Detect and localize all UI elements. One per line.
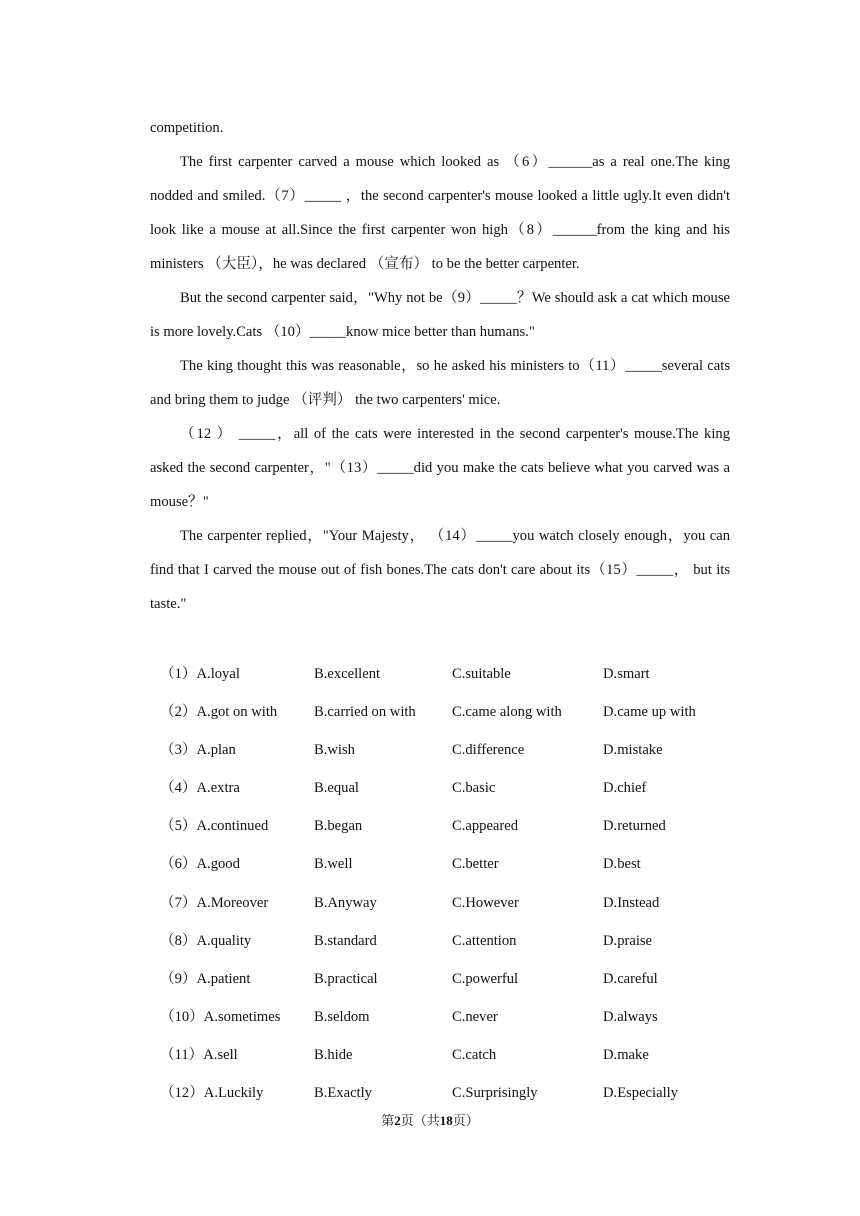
option-a-text: A.good xyxy=(196,856,240,873)
option-a-text: A.Moreover xyxy=(196,894,269,911)
option-row xyxy=(160,1074,760,1112)
question-number: （10） xyxy=(160,1008,204,1025)
option-b: B.excellent xyxy=(314,666,381,682)
option-a xyxy=(160,693,314,731)
option-a-text: A.patient xyxy=(196,970,251,987)
footer-middle: 页（共 xyxy=(400,1113,440,1128)
option-a xyxy=(160,1074,314,1112)
option-a xyxy=(160,807,314,845)
question-number: （5） xyxy=(160,818,197,835)
question-number: （11） xyxy=(160,1046,204,1063)
option-d: D.Instead xyxy=(603,894,660,911)
passage-paragraph: The first carpenter carved a mouse which looked as （6）______as a real one.The king nodded and smiled.（7）_____ ，the second carpenter's mouse looked a little ugly.It even didn't look like a mouse at all.Since the first carpenter won high（8）______from the king and his ministers （大臣），he was declared （宣布） to be the better carpenter. xyxy=(150,154,730,272)
option-row xyxy=(160,731,760,769)
question-number: （9） xyxy=(160,970,197,987)
option-a-text: A.loyal xyxy=(196,666,240,682)
option-row xyxy=(160,845,760,883)
option-d: D.best xyxy=(603,856,641,873)
option-a xyxy=(160,884,314,922)
option-d: D.chief xyxy=(603,780,647,797)
option-c: C.suitable xyxy=(452,666,511,682)
option-d: D.careful xyxy=(603,970,658,987)
option-b: B.seldom xyxy=(314,1008,370,1025)
question-number: （4） xyxy=(160,780,197,797)
option-b: B.wish xyxy=(314,742,355,759)
option-c: C.catch xyxy=(452,1046,497,1063)
option-c: C.However xyxy=(452,894,519,911)
option-b: B.Exactly xyxy=(314,1085,372,1102)
option-d: D.praise xyxy=(603,932,653,949)
option-d: D.returned xyxy=(603,818,666,835)
question-number: （7） xyxy=(160,894,197,911)
answer-options xyxy=(160,655,760,1112)
question-number: （6） xyxy=(160,856,197,873)
passage-paragraph: But the second carpenter said，"Why not be（9）_____？We should ask a cat which mouse is more lovely.Cats （10）_____know mice better than humans." xyxy=(150,290,730,340)
option-a xyxy=(160,1036,314,1074)
option-a xyxy=(160,731,314,769)
question-number: （8） xyxy=(160,932,197,949)
option-row xyxy=(160,807,760,845)
passage-paragraph: The king thought this was reasonable，so he asked his ministers to（11）_____several cats and bring them to judge （评判） the two carpenters' mice. xyxy=(150,358,730,408)
option-c: C.appeared xyxy=(452,818,519,835)
footer-suffix: 页） xyxy=(452,1113,479,1128)
option-row xyxy=(160,693,760,731)
question-number: （1） xyxy=(160,666,197,682)
option-row xyxy=(160,998,760,1036)
passage xyxy=(150,111,730,621)
option-c: C.attention xyxy=(452,932,517,949)
option-a-text: A.quality xyxy=(196,932,252,949)
option-a-text: A.Luckily xyxy=(203,1085,264,1102)
option-row xyxy=(160,884,760,922)
option-row xyxy=(160,960,760,998)
option-d: D.mistake xyxy=(603,742,663,759)
option-row xyxy=(160,922,760,960)
option-c: C.came along with xyxy=(452,704,562,721)
option-b: B.carried on with xyxy=(314,704,416,721)
option-d: D.Especially xyxy=(603,1085,678,1102)
passage-paragraph: The carpenter replied，"Your Majesty， （14）_____you watch closely enough，you can find that I carved the mouse out of fish bones.The cats don't care about its（15）_____， but its taste." xyxy=(150,528,730,612)
question-number: （3） xyxy=(160,742,197,759)
option-a-text: A.continued xyxy=(196,818,269,835)
option-a xyxy=(160,960,314,998)
option-a xyxy=(160,998,314,1036)
option-d: D.always xyxy=(603,1008,658,1025)
option-a xyxy=(160,845,314,883)
option-b: B.hide xyxy=(314,1046,353,1063)
option-b: B.equal xyxy=(314,780,359,797)
option-d: D.make xyxy=(603,1046,649,1063)
passage-paragraph: （12 ） _____，all of the cats were interested in the second carpenter's mouse.The king asked the second carpenter，"（13）_____did you make the cats believe what you carved was a mouse？" xyxy=(150,426,730,510)
option-c: C.powerful xyxy=(452,970,519,987)
page-footer xyxy=(0,1111,860,1131)
option-d: D.came up with xyxy=(603,704,696,721)
option-row xyxy=(160,769,760,807)
option-a-text: A.extra xyxy=(196,780,240,797)
option-a-text: A.sometimes xyxy=(203,1008,281,1025)
passage-paragraph: competition. xyxy=(150,120,224,136)
option-c: C.never xyxy=(452,1008,498,1025)
option-row xyxy=(160,655,760,693)
option-b: B.well xyxy=(314,856,353,873)
question-number: （12） xyxy=(160,1085,204,1102)
option-row xyxy=(160,1036,760,1074)
option-a-text: A.sell xyxy=(203,1046,238,1063)
option-c: C.difference xyxy=(452,742,525,759)
option-a xyxy=(160,655,314,693)
option-c: C.Surprisingly xyxy=(452,1085,538,1102)
option-c: C.basic xyxy=(452,780,496,797)
option-b: B.Anyway xyxy=(314,894,377,911)
question-number: （2） xyxy=(160,704,197,721)
footer-prefix: 第 xyxy=(381,1113,395,1128)
option-a-text: A.plan xyxy=(196,742,236,759)
option-d: D.smart xyxy=(603,666,650,682)
total-page-count: 18 xyxy=(439,1113,453,1128)
current-page-number: 2 xyxy=(394,1113,401,1128)
option-a xyxy=(160,922,314,960)
option-b: B.practical xyxy=(314,970,378,987)
option-c: C.better xyxy=(452,856,499,873)
option-a xyxy=(160,769,314,807)
option-b: B.began xyxy=(314,818,363,835)
option-a-text: A.got on with xyxy=(196,704,278,721)
option-b: B.standard xyxy=(314,932,377,949)
